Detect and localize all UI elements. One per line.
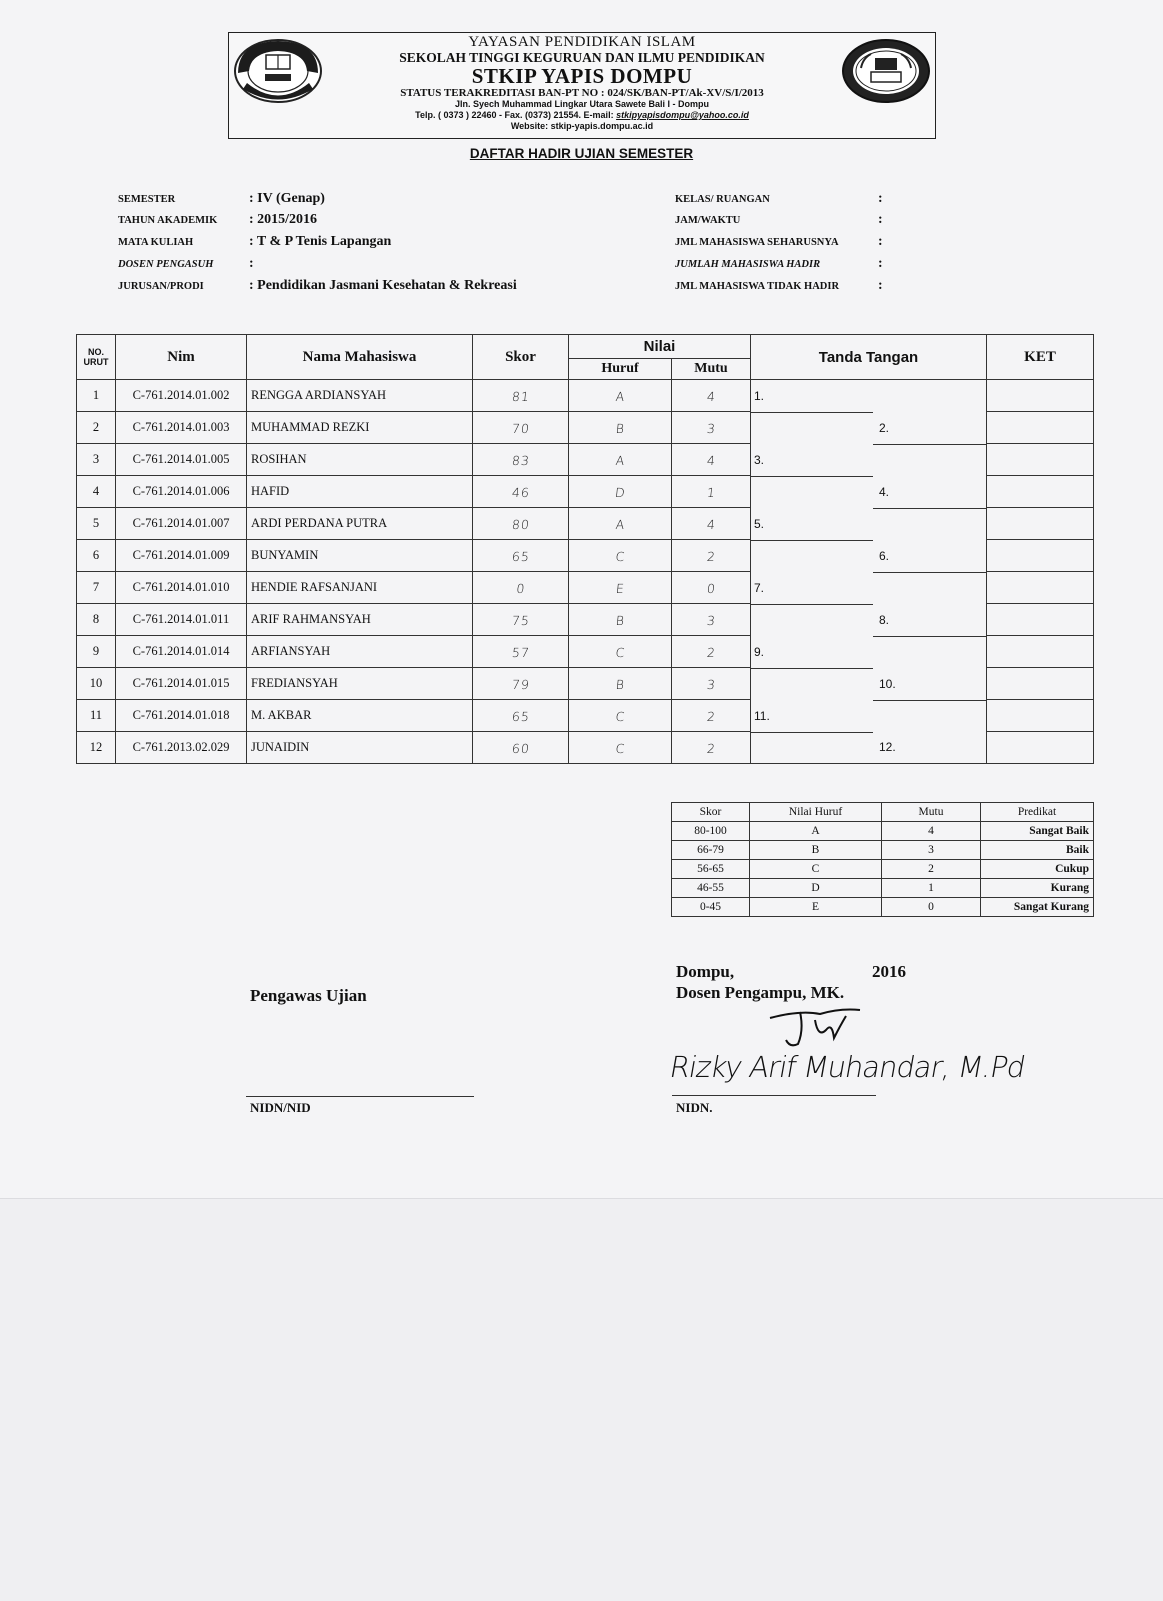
row-skor: 0 xyxy=(471,572,570,604)
grading-row xyxy=(672,841,1094,860)
row-mutu: 4 xyxy=(670,380,752,412)
table-row xyxy=(77,412,1094,444)
header-ket: KET xyxy=(987,335,1094,380)
row-nama: ARFIANSYAH xyxy=(247,636,473,668)
row-nim: C-761.2014.01.010 xyxy=(116,572,247,604)
row-nim: C-761.2013.02.029 xyxy=(116,732,247,764)
row-no: 3 xyxy=(77,444,116,476)
institution-name: SEKOLAH TINGGI KEGURUAN DAN ILMU PENDIDIKAN xyxy=(399,50,765,65)
row-signature[interactable] xyxy=(751,668,987,700)
row-nim: C-761.2014.01.005 xyxy=(116,444,247,476)
row-huruf: B xyxy=(567,668,673,700)
row-nama: BUNYAMIN xyxy=(247,540,473,572)
row-nim: C-761.2014.01.011 xyxy=(116,604,247,636)
grading-cell: E xyxy=(750,898,882,917)
table-row xyxy=(77,540,1094,572)
document-title: DAFTAR HADIR UJIAN SEMESTER xyxy=(469,146,694,161)
row-signature[interactable] xyxy=(751,380,987,412)
grading-cell: 4 xyxy=(882,822,981,841)
row-huruf: A xyxy=(567,508,673,540)
grading-cell: Baik xyxy=(981,841,1094,860)
info-jml-tidak-hadir: JML MAHASISWA TIDAK HADIR : xyxy=(675,278,883,293)
signature-number: 2. xyxy=(879,420,890,435)
grading-cell: 0 xyxy=(882,898,981,917)
row-skor: 80 xyxy=(471,508,570,540)
signature-number: 5. xyxy=(754,516,765,531)
signature-number: 1. xyxy=(754,388,765,403)
grading-cell: Sangat Kurang xyxy=(981,898,1094,917)
info-kelas-ruangan: KELAS/ RUANGAN : xyxy=(675,191,883,206)
row-signature[interactable] xyxy=(751,476,987,508)
row-no: 2 xyxy=(77,412,116,444)
row-signature[interactable] xyxy=(751,540,987,572)
row-mutu: 4 xyxy=(670,444,752,476)
row-nim: C-761.2014.01.014 xyxy=(116,636,247,668)
row-ket[interactable] xyxy=(987,700,1094,732)
row-ket[interactable] xyxy=(987,540,1094,572)
row-no: 10 xyxy=(77,668,116,700)
sign-place: Dompu, xyxy=(676,962,735,981)
dosen-nidn: NIDN. xyxy=(676,1100,713,1115)
header-huruf: Huruf xyxy=(569,358,672,379)
scan-lower-area xyxy=(0,1198,1163,1601)
row-nama: ARIF RAHMANSYAH xyxy=(247,604,473,636)
pengawas-signature-line xyxy=(246,1096,474,1097)
grading-table xyxy=(671,802,1094,917)
info-jml-hadir: JUMLAH MAHASISWA HADIR : xyxy=(675,256,883,271)
signature-number: 12. xyxy=(879,740,896,755)
row-nim: C-761.2014.01.003 xyxy=(116,412,247,444)
signature-number: 10. xyxy=(879,676,896,691)
row-ket[interactable] xyxy=(987,476,1094,508)
letterhead xyxy=(228,32,936,139)
row-huruf: C xyxy=(567,540,673,572)
grading-cell: 46-55 xyxy=(672,879,750,898)
email-link[interactable]: stkipyapisdompu@yahoo.co.id xyxy=(616,110,749,120)
row-skor: 57 xyxy=(471,636,570,668)
row-ket[interactable] xyxy=(987,412,1094,444)
website: Website: stkip-yapis.dompu.ac.id xyxy=(510,121,654,131)
row-mutu: 2 xyxy=(670,636,752,668)
row-huruf: E xyxy=(567,572,673,604)
stkip-logo xyxy=(841,38,931,104)
grading-row xyxy=(672,879,1094,898)
table-row xyxy=(77,732,1094,764)
row-huruf: B xyxy=(567,412,673,444)
grading-cell: A xyxy=(750,822,882,841)
grading-cell: 3 xyxy=(882,841,981,860)
row-nama: ROSIHAN xyxy=(247,444,473,476)
signature-number: 11. xyxy=(754,708,770,723)
header-no-urut: NO. URUT xyxy=(77,335,116,380)
header-mutu: Mutu xyxy=(672,358,751,379)
signature-number: 3. xyxy=(754,452,765,467)
row-skor: 70 xyxy=(471,412,570,444)
row-huruf: C xyxy=(567,636,673,668)
grading-cell: 80-100 xyxy=(672,822,750,841)
grading-cell: 56-65 xyxy=(672,860,750,879)
dosen-name: Rizky Arif Muhandar, M.Pd xyxy=(667,1050,1028,1084)
info-tahun-akademik: TAHUN AKADEMIK : 2015/2016 xyxy=(118,212,318,227)
info-jml-seharusnya: JML MAHASISWA SEHARUSNYA : xyxy=(675,234,883,249)
row-ket[interactable] xyxy=(987,380,1094,412)
row-ket[interactable] xyxy=(987,572,1094,604)
row-nama: HENDIE RAFSANJANI xyxy=(247,572,473,604)
college-name: STKIP YAPIS DOMPU xyxy=(471,64,693,88)
row-nama: ARDI PERDANA PUTRA xyxy=(247,508,473,540)
table-row xyxy=(77,380,1094,412)
row-mutu: 3 xyxy=(670,412,752,444)
row-nim: C-761.2014.01.007 xyxy=(116,508,247,540)
row-signature[interactable] xyxy=(751,604,987,636)
row-signature[interactable] xyxy=(751,572,987,604)
info-dosen-pengasuh: DOSEN PENGASUH : xyxy=(118,256,254,271)
grading-cell: Kurang xyxy=(981,879,1094,898)
row-nama: MUHAMMAD REZKI xyxy=(247,412,473,444)
contact-line: Telp. ( 0373 ) 22460 - Fax. (0373) 21554. E-mail: stkipyapisdompu@yahoo.co.id xyxy=(415,110,749,120)
grading-header-skor: Skor xyxy=(672,803,750,822)
row-no: 12 xyxy=(77,732,116,764)
table-row xyxy=(77,476,1094,508)
row-skor: 79 xyxy=(471,668,570,700)
row-huruf: A xyxy=(567,380,673,412)
address: Jln. Syech Muhammad Lingkar Utara Sawete Bali I - Dompu xyxy=(454,99,710,109)
row-nim: C-761.2014.01.002 xyxy=(116,380,247,412)
row-mutu: 2 xyxy=(670,540,752,572)
signature-number: 7. xyxy=(754,580,765,595)
row-ket[interactable] xyxy=(987,444,1094,476)
table-row xyxy=(77,508,1094,540)
row-mutu: 1 xyxy=(670,476,752,508)
pengawas-nidn: NIDN/NID xyxy=(250,1100,311,1115)
grading-cell: 1 xyxy=(882,879,981,898)
row-no: 5 xyxy=(77,508,116,540)
foundation-name: YAYASAN PENDIDIKAN ISLAM xyxy=(468,34,696,50)
grading-cell: 66-79 xyxy=(672,841,750,860)
sign-year: 2016 xyxy=(872,962,906,981)
row-mutu: 3 xyxy=(670,668,752,700)
info-semester: SEMESTER : IV (Genap) xyxy=(118,191,325,206)
row-mutu: 3 xyxy=(670,604,752,636)
header-nama: Nama Mahasiswa xyxy=(247,335,473,380)
row-skor: 83 xyxy=(471,444,570,476)
row-nama: RENGGA ARDIANSYAH xyxy=(247,380,473,412)
table-row xyxy=(77,572,1094,604)
row-no: 1 xyxy=(77,380,116,412)
row-ket[interactable] xyxy=(987,668,1094,700)
yapis-logo xyxy=(233,38,323,104)
grading-cell: B xyxy=(750,841,882,860)
grading-row xyxy=(672,822,1094,841)
table-row xyxy=(77,444,1094,476)
table-row xyxy=(77,636,1094,668)
dosen-signature xyxy=(760,1000,870,1050)
header-tanda-tangan: Tanda Tangan xyxy=(751,335,987,380)
grading-row xyxy=(672,860,1094,879)
row-ket[interactable] xyxy=(987,732,1094,764)
dosen-label: Dosen Pengampu, MK. xyxy=(676,983,845,1002)
info-jurusan-prodi: JURUSAN/PRODI : Pendidikan Jasmani Kesehatan & Rekreasi xyxy=(118,278,517,293)
row-no: 7 xyxy=(77,572,116,604)
row-nim: C-761.2014.01.009 xyxy=(116,540,247,572)
dosen-signature-line xyxy=(672,1095,876,1096)
header-skor: Skor xyxy=(473,335,569,380)
row-huruf: A xyxy=(567,444,673,476)
row-skor: 65 xyxy=(471,540,570,572)
row-signature[interactable] xyxy=(751,508,987,540)
signature-number: 8. xyxy=(879,612,890,627)
row-huruf: B xyxy=(567,604,673,636)
row-no: 9 xyxy=(77,636,116,668)
signature-number: 9. xyxy=(754,644,765,659)
row-huruf: C xyxy=(567,732,673,764)
row-nama: FREDIANSYAH xyxy=(247,668,473,700)
row-nim: C-761.2014.01.018 xyxy=(116,700,247,732)
row-skor: 65 xyxy=(471,700,570,732)
row-signature[interactable] xyxy=(751,412,987,444)
table-row xyxy=(77,668,1094,700)
row-no: 8 xyxy=(77,604,116,636)
row-signature[interactable] xyxy=(751,636,987,668)
signature-number: 6. xyxy=(879,548,890,563)
row-mutu: 2 xyxy=(670,732,752,764)
row-skor: 75 xyxy=(471,604,570,636)
row-signature[interactable] xyxy=(751,444,987,476)
row-no: 11 xyxy=(77,700,116,732)
row-mutu: 0 xyxy=(670,572,752,604)
table-row xyxy=(77,604,1094,636)
grading-row xyxy=(672,898,1094,917)
grading-header-predikat: Predikat xyxy=(981,803,1094,822)
row-mutu: 4 xyxy=(670,508,752,540)
info-mata-kuliah: MATA KULIAH : T & P Tenis Lapangan xyxy=(118,234,392,249)
table-row xyxy=(77,700,1094,732)
row-ket[interactable] xyxy=(987,636,1094,668)
grading-cell: C xyxy=(750,860,882,879)
row-nim: C-761.2014.01.015 xyxy=(116,668,247,700)
row-skor: 81 xyxy=(471,380,570,412)
row-skor: 60 xyxy=(471,732,570,764)
grading-header-huruf: Nilai Huruf xyxy=(750,803,882,822)
grading-header-mutu: Mutu xyxy=(882,803,981,822)
header-nim: Nim xyxy=(116,335,247,380)
row-huruf: C xyxy=(567,700,673,732)
row-no: 4 xyxy=(77,476,116,508)
accreditation-status: STATUS TERAKREDITASI BAN-PT NO : 024/SK/BAN-PT/Ak-XV/S/I/2013 xyxy=(400,87,764,99)
row-nama: M. AKBAR xyxy=(247,700,473,732)
row-no: 6 xyxy=(77,540,116,572)
signature-number: 4. xyxy=(879,484,890,499)
grading-cell: 2 xyxy=(882,860,981,879)
row-signature[interactable] xyxy=(751,700,987,732)
grading-cell: 0-45 xyxy=(672,898,750,917)
header-nilai: Nilai xyxy=(569,335,751,359)
row-signature[interactable] xyxy=(751,732,987,764)
grading-cell: Cukup xyxy=(981,860,1094,879)
grading-cell: D xyxy=(750,879,882,898)
row-ket[interactable] xyxy=(987,508,1094,540)
grading-cell: Sangat Baik xyxy=(981,822,1094,841)
grading-header-row xyxy=(672,803,1094,822)
row-nim: C-761.2014.01.006 xyxy=(116,476,247,508)
row-nama: JUNAIDIN xyxy=(247,732,473,764)
row-nama: HAFID xyxy=(247,476,473,508)
row-mutu: 2 xyxy=(670,700,752,732)
pengawas-label: Pengawas Ujian xyxy=(250,986,367,1005)
info-jam-waktu: JAM/WAKTU : xyxy=(675,212,883,227)
row-ket[interactable] xyxy=(987,604,1094,636)
row-skor: 46 xyxy=(471,476,570,508)
row-huruf: D xyxy=(567,476,673,508)
attendance-table xyxy=(76,334,1094,764)
